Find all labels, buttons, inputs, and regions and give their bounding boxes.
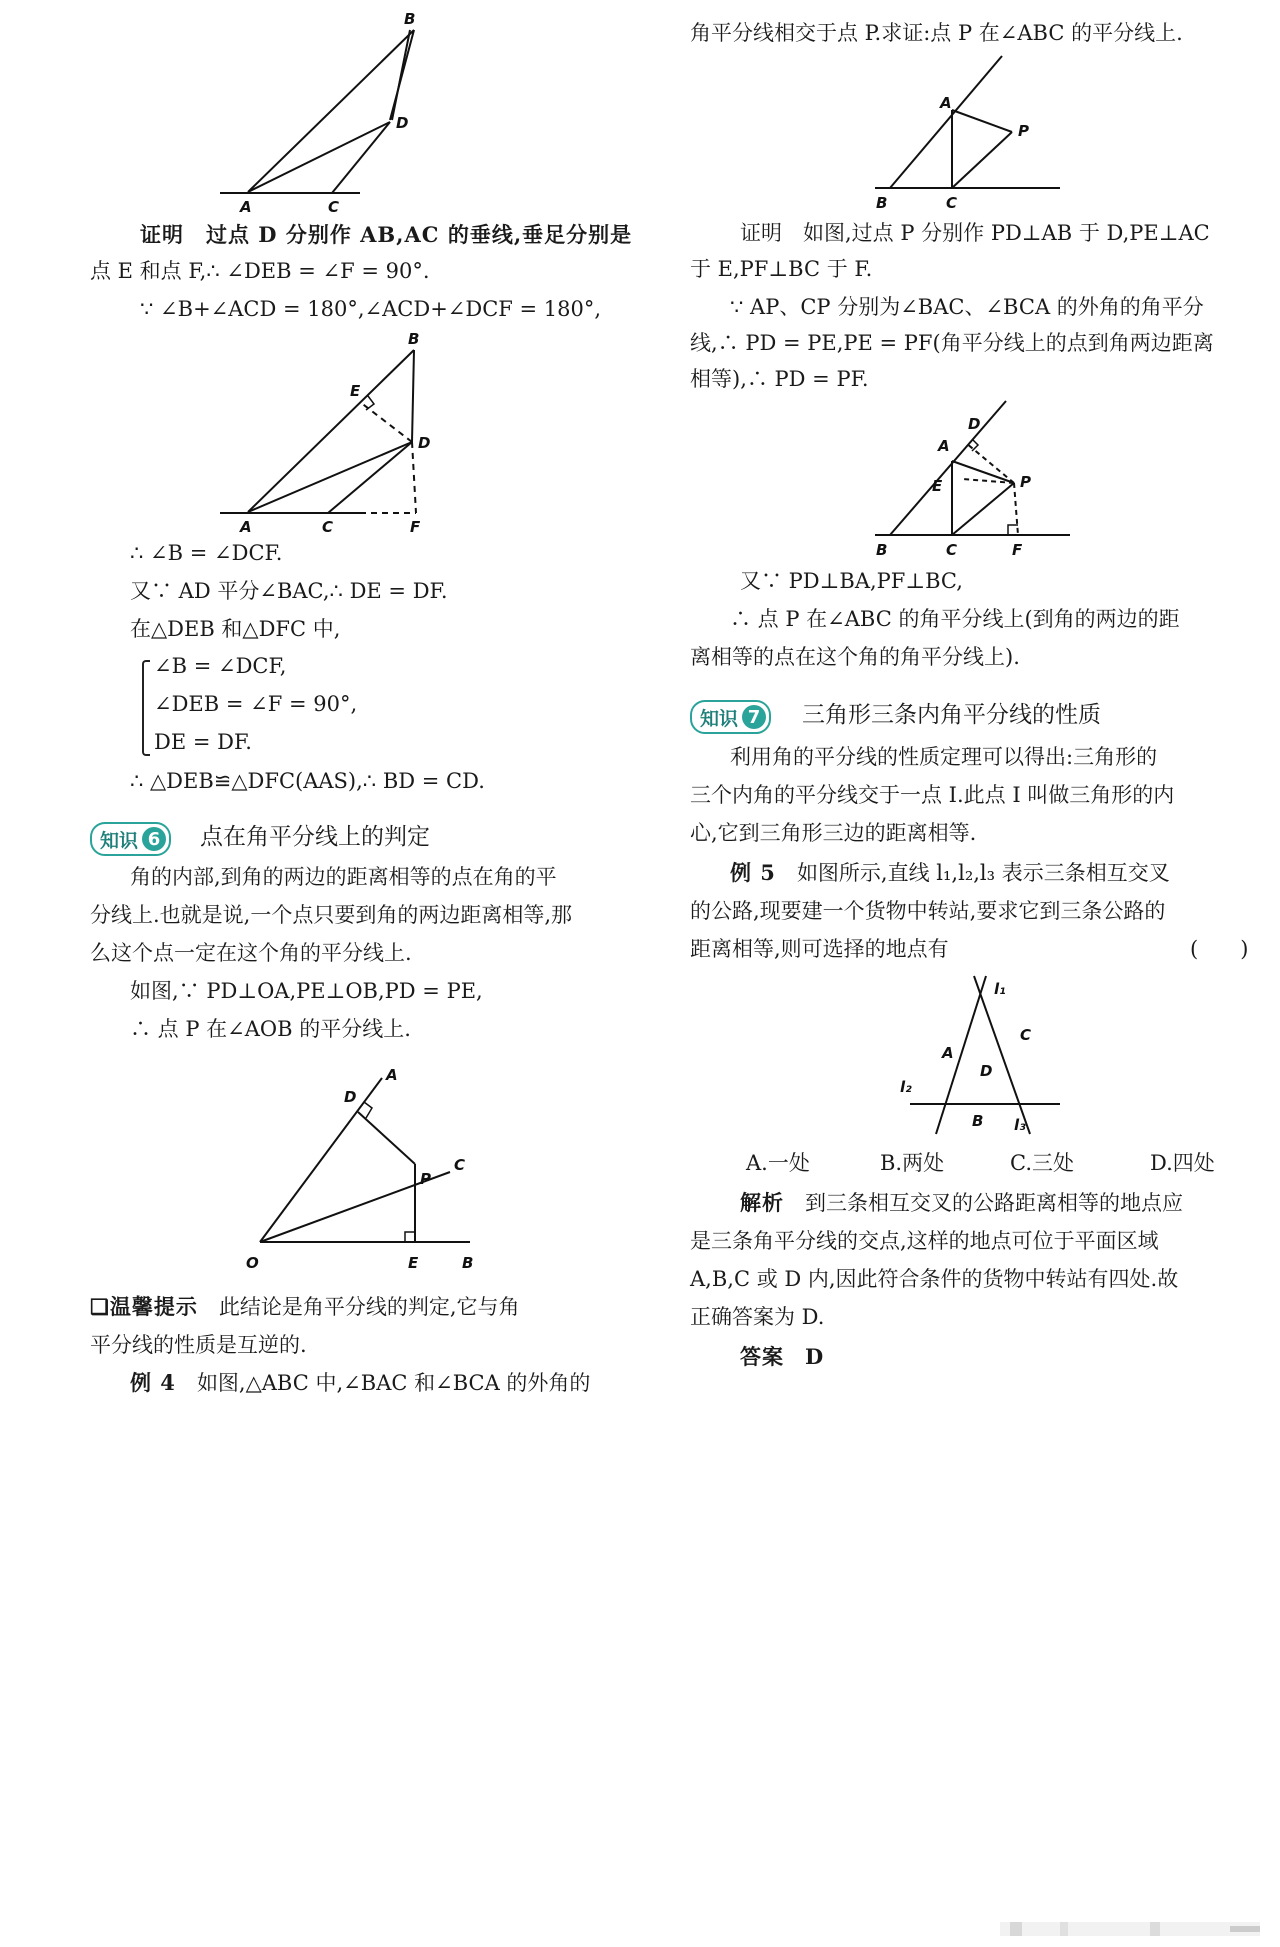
label-l2: l₂ [900,1078,912,1096]
tip-text1: 此结论是角平分线的判定,它与角 [218,1295,520,1319]
badge-label: 知识 [700,707,739,730]
analysis-line3: A,B,C 或 D 内,因此符合条件的货物中转站有四处.故 [690,1267,1179,1291]
label-P: P [1018,122,1029,140]
label-E: E [932,477,943,495]
label-A: A [240,198,252,216]
label-C: C [946,194,958,210]
proof1-line1-text: 证明 过点 D 分别作 AB,AC 的垂线,垂足分别是 [140,222,633,247]
label-P: P [1020,473,1031,491]
example5-label: 例 5 [730,860,776,885]
proof1-line7: ∴ △DEB≌△DFC(AAS),∴ BD = CD. [130,769,485,793]
k6-p2: 分线上.也就是说,一个点只要到角的两边距离相等,那 [90,903,573,927]
proof1-line4: ∴ ∠B = ∠DCF. [130,541,283,565]
badge-label: 知识 [100,829,139,852]
figure-example4 [870,50,1080,210]
label-P: P [420,1170,431,1188]
proof1-line6: 在△DEB 和△DFC 中, [130,617,341,641]
proof2-line6: 又∵ PD⊥BA,PF⊥BC, [740,569,963,593]
knowledge7-title: 三角形三条内角平分线的性质 [802,702,1101,728]
k7-p1: 利用角的平分线的性质定理可以得出:三角形的 [730,745,1158,769]
k6-p1: 角的内部,到角的两边的距离相等的点在角的平 [130,865,557,889]
label-C: C [454,1156,466,1174]
proof1-line2: 点 E 和点 F,∴ ∠DEB = ∠F = 90°. [90,259,430,283]
proof1-line5: 又∵ AD 平分∠BAC,∴ DE = DF. [130,579,448,603]
brace-line3: DE = DF. [154,730,252,754]
tip-line2: 平分线的性质是互逆的. [90,1333,307,1357]
answer-label: 答案 [740,1344,784,1369]
label-B: B [404,10,416,28]
analysis-label: 解析 [740,1190,784,1215]
proof2-line3: ∵ AP、CP 分别为∠BAC、∠BCA 的外角的角平分 [730,295,1204,319]
label-C: C [1020,1026,1032,1044]
answer-blank: ( ) [1190,937,1249,961]
label-C: C [946,541,958,559]
label-D: D [980,1062,993,1080]
proof1-line1 [140,222,632,248]
example5-line1 [730,860,1170,886]
proof2-line8: 离相等的点在这个角的角平分线上). [690,645,1020,669]
k6-p4: 如图,∵ PD⊥OA,PE⊥OB,PD = PE, [130,979,483,1003]
example5-line3 [690,936,949,962]
label-F: F [1012,541,1023,559]
analysis-text1: 到三条相互交叉的公路距离相等的地点应 [805,1191,1183,1215]
answer-value: D [805,1344,825,1369]
badge-number: 7 [742,705,766,729]
example5-text3: 距离相等,则可选择的地点有 [690,937,949,961]
analysis-line4: 正确答案为 D. [690,1305,825,1329]
example4-label: 例 4 [130,1370,176,1395]
analysis-line2: 是三条角平分线的交点,这样的地点可位于平面区域 [690,1229,1159,1253]
knowledge-badge-7 [690,700,771,734]
label-B: B [876,194,888,210]
figure-angle-aob [240,1060,500,1280]
k6-p3: 么这个点一定在这个角的平分线上. [90,941,412,965]
label-D: D [418,434,431,452]
label-D: D [396,114,409,132]
badge-number: 6 [142,827,166,851]
label-B: B [408,330,420,348]
label-l3: l₃ [1014,1116,1026,1134]
analysis-line1 [740,1190,1183,1216]
option-c: C.三处 [1010,1151,1074,1175]
label-B: B [462,1254,474,1272]
proof2-line7: ∴ 点 P 在∠ABC 的角平分线上(到角的两边的距 [730,607,1180,631]
label-A: A [240,518,252,536]
label-D: D [344,1088,357,1106]
tip-line1 [90,1294,520,1320]
figure-triangle-with-feet [210,330,450,540]
answer-line [740,1344,824,1370]
label-A: A [938,437,950,455]
system-brace [142,660,150,756]
proof2-line2: 于 E,PF⊥BC 于 F. [690,257,873,281]
label-B: B [876,541,888,559]
proof2-line1 [740,220,1210,246]
label-C: C [328,198,340,216]
k7-p2: 三个内角的平分线交于一点 I.此点 I 叫做三角形的内 [690,783,1175,807]
example4-line [130,1370,590,1396]
label-E: E [408,1254,419,1272]
brace-line2: ∠DEB = ∠F = 90°, [154,692,358,716]
k6-p5: ∴ 点 P 在∠AOB 的平分线上. [130,1017,411,1041]
label-F: F [410,518,421,536]
scan-edge-artifact [1000,1918,1270,1940]
label-l1: l₁ [994,980,1006,998]
brace-line1: ∠B = ∠DCF, [154,654,287,678]
example5-text1: 如图所示,直线 l₁,l₂,l₃ 表示三条相互交叉 [796,861,1170,885]
figure-triangle-abdc [210,0,440,225]
figure-three-roads [890,968,1070,1138]
example4-text: 如图,△ABC 中,∠BAC 和∠BCA 的外角的 [196,1371,591,1395]
label-O: O [246,1254,259,1272]
ex4-continuation: 角平分线相交于点 P.求证:点 P 在∠ABC 的平分线上. [690,21,1183,45]
option-d: D.四处 [1150,1151,1215,1175]
option-b: B.两处 [880,1151,945,1175]
label-A: A [940,94,952,112]
option-a: A.一处 [746,1151,810,1175]
proof2-line5: 相等),∴ PD = PF. [690,367,869,391]
label-A: A [386,1066,398,1084]
label-B: B [972,1112,984,1130]
proof1-line3: ∵ ∠B+∠ACD = 180°,∠ACD+∠DCF = 180°, [140,297,602,321]
example5-line2: 的公路,现要建一个货物中转站,要求它到三条公路的 [690,899,1166,923]
figure-proof2 [870,395,1090,565]
knowledge6-title: 点在角平分线上的判定 [200,824,430,850]
label-E: E [350,382,361,400]
label-A: A [942,1044,954,1062]
tip-label: ❑温馨提示 [90,1294,198,1319]
proof2-line4: 线,∴ PD = PE,PE = PF(角平分线上的点到角两边距离 [690,331,1214,355]
label-D: D [968,415,981,433]
k7-p3: 心,它到三角形三边的距离相等. [690,821,977,845]
knowledge-badge-6 [90,822,171,856]
proof2-line1-text: 证明 如图,过点 P 分别作 PD⊥AB 于 D,PE⊥AC [740,221,1210,245]
label-C: C [322,518,334,536]
